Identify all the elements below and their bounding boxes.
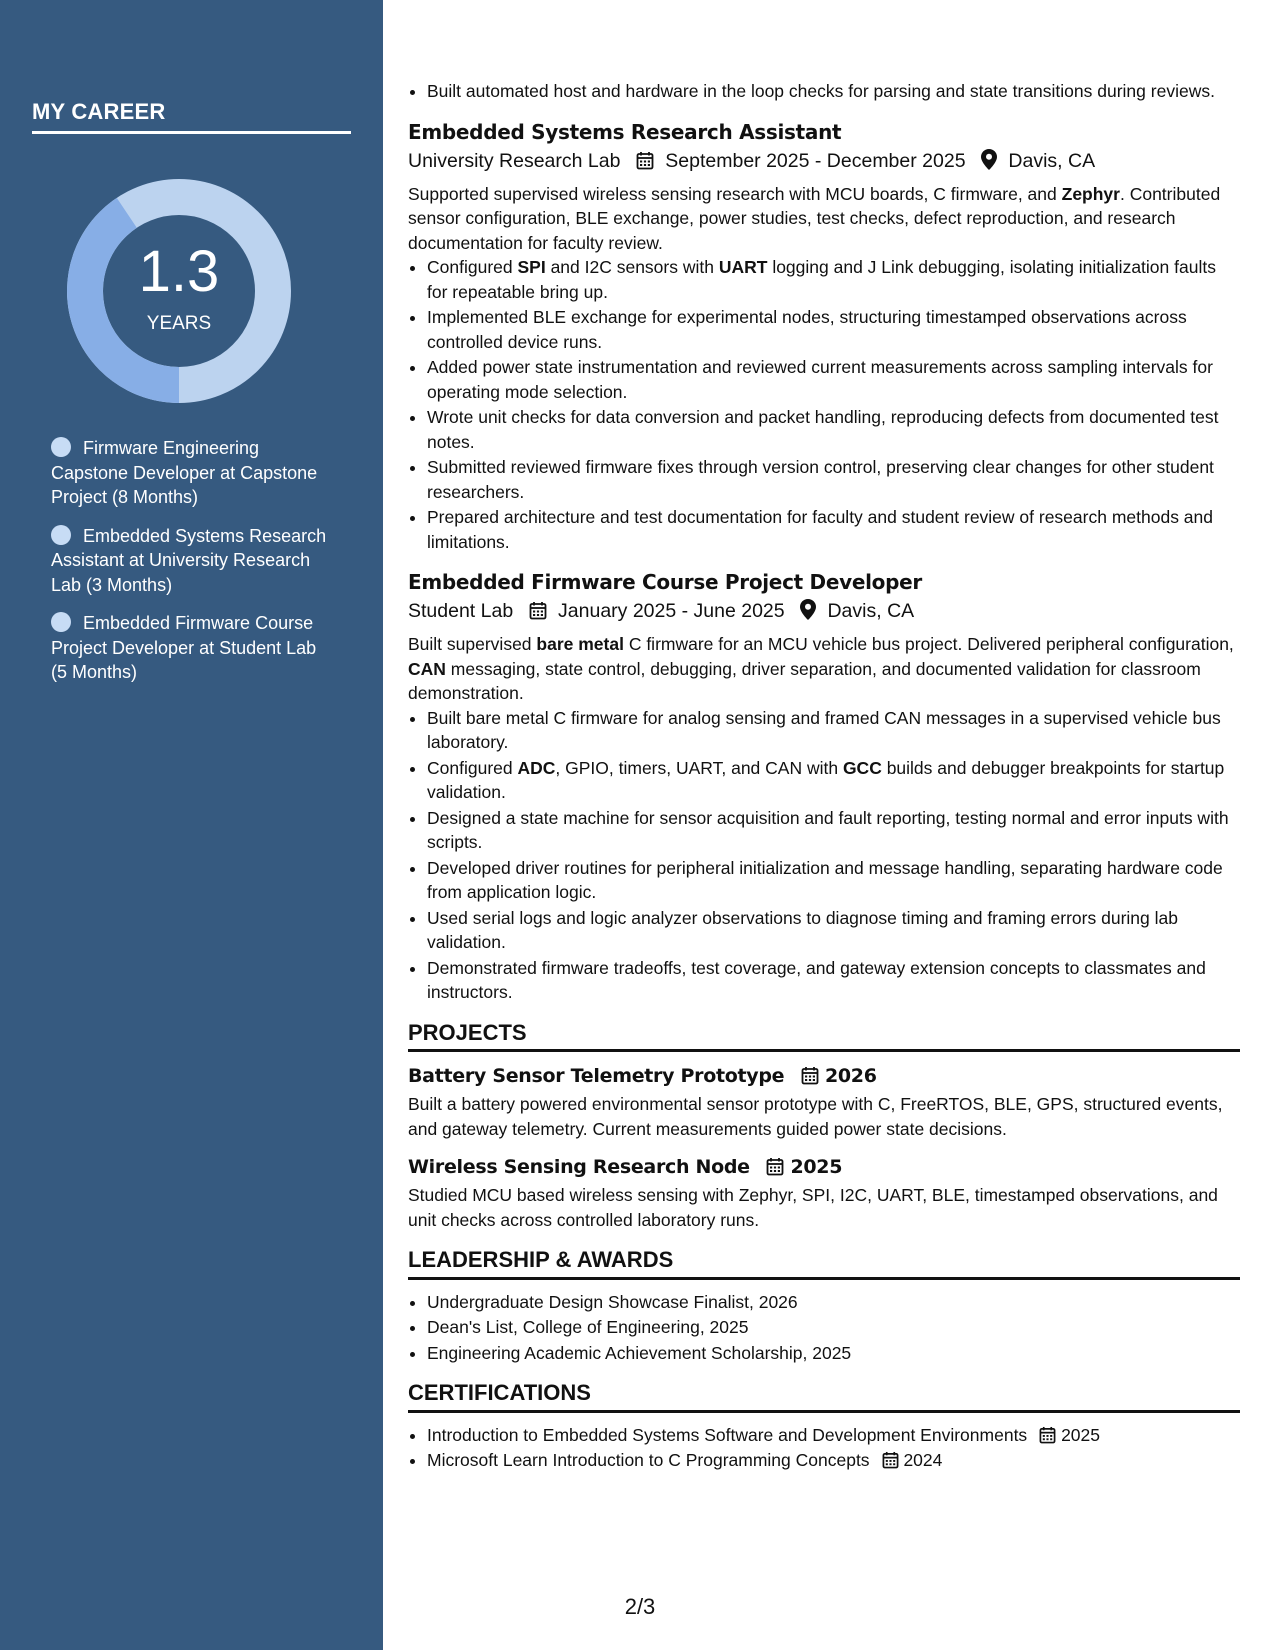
calendar-icon	[766, 1157, 784, 1176]
career-item	[51, 436, 331, 510]
calendar-icon	[529, 601, 547, 620]
job-entry	[408, 568, 1240, 1005]
total-years-label: YEARS	[146, 313, 212, 334]
job-location: Davis, CA	[827, 600, 915, 622]
job-dates: September 2025 - December 2025	[665, 149, 966, 172]
certification-year: 2024	[903, 1450, 943, 1470]
experience-bullet: • Submitted reviewed firmware fixes through version control, preserving clear changes for other student researchers.	[427, 455, 1240, 504]
experience-bullet: • Prepared architecture and test documentation for faculty and student review of research methods and limitations.	[427, 505, 1240, 554]
calendar-icon	[636, 151, 654, 170]
certification-name: Microsoft Learn Introduction to C Programming Concepts	[427, 1450, 870, 1470]
total-years-value: 1.3	[138, 239, 220, 304]
job-bullets	[408, 255, 1240, 554]
experience-bullet: • Built bare metal C firmware for analog sensing and framed CAN messages in a supervised vehicle bus laboratory.	[427, 706, 1240, 755]
project-title-row	[408, 1062, 1240, 1090]
job-meta	[408, 146, 1240, 176]
project-description: Studied MCU based wireless sensing with Zephyr, SPI, I2C, UART, BLE, timestamped observations, and unit checks across controlled laboratory runs.	[408, 1185, 1218, 1230]
experience-bullet: • Developed driver routines for peripheral initialization and message handling, separating hardware code from application logic.	[427, 856, 1240, 905]
job-bullets	[408, 706, 1240, 1005]
experience-bullet: • Built automated host and hardware in the loop checks for parsing and state transitions during reviews.	[427, 79, 1240, 104]
career-item-label: Embedded Systems Research Assistant at University Research Lab (3 Months)	[51, 525, 327, 595]
experience-bullet: • Configured SPI and I2C sensors with UART logging and J Link debugging, isolating initialization faults for repeatable bring up.	[427, 255, 1240, 304]
bullet-dot-icon	[51, 437, 71, 457]
leadership-list	[408, 1290, 1240, 1366]
certification-item	[427, 1448, 1240, 1473]
project-year: 2026	[824, 1065, 877, 1087]
experience-bullet: • Added power state instrumentation and reviewed current measurements across sampling intervals for operating mode selection.	[427, 355, 1240, 404]
job-title: Embedded Systems Research Assistant	[408, 119, 842, 144]
job-entry	[408, 118, 1240, 555]
career-item	[51, 524, 331, 598]
project-entry	[408, 1153, 1240, 1232]
leadership-heading: LEADERSHIP & AWARDS	[408, 1248, 1240, 1280]
certification-list	[408, 1423, 1240, 1473]
projects-heading: PROJECTS	[408, 1021, 1240, 1053]
career-timeline-list	[51, 436, 331, 699]
career-item-label: Firmware Engineering Capstone Developer at Capstone Project (8 Months)	[51, 438, 318, 507]
calendar-icon	[1039, 1426, 1056, 1444]
job-dates: January 2025 - June 2025	[558, 600, 785, 622]
experience-bullet: • Wrote unit checks for data conversion and packet handling, reproducing defects from documented test notes.	[427, 405, 1240, 454]
page-number: 2/3	[624, 1594, 656, 1619]
experience-bullet: • Implemented BLE exchange for experimental nodes, structuring timestamped observations across controlled device runs.	[427, 305, 1240, 354]
job-location: Davis, CA	[1008, 149, 1096, 172]
project-entry	[408, 1062, 1240, 1141]
sidebar-title: MY CAREER	[32, 99, 351, 134]
job-meta	[408, 596, 1240, 626]
award-item: • Dean's List, College of Engineering, 2025	[427, 1315, 1240, 1340]
job-org: University Research Lab	[408, 149, 621, 172]
calendar-icon	[882, 1451, 899, 1469]
resume-main-column	[408, 79, 1240, 1474]
project-title: Battery Sensor Telemetry Prototype	[408, 1065, 785, 1087]
certification-name: Introduction to Embedded Systems Software and Development Environments	[427, 1424, 1028, 1445]
job-title: Embedded Firmware Course Project Developer	[408, 570, 922, 594]
job-org: Student Lab	[408, 600, 514, 622]
award-item: • Undergraduate Design Showcase Finalist, 2026	[427, 1290, 1240, 1315]
carryover-bullet-list	[408, 79, 1240, 104]
project-title: Wireless Sensing Research Node	[408, 1156, 750, 1178]
career-sidebar	[0, 0, 383, 1650]
location-pin-icon	[981, 149, 997, 170]
project-title-row	[408, 1153, 1240, 1181]
experience-bullet: • Demonstrated firmware tradeoffs, test coverage, and gateway extension concepts to classmates and instructors.	[427, 956, 1240, 1005]
bullet-dot-icon	[51, 612, 71, 632]
certification-item	[427, 1423, 1240, 1448]
bullet-dot-icon	[51, 525, 71, 545]
job-summary: Built supervised bare metal C firmware for an MCU vehicle bus project. Delivered peripheral configuration, CAN messaging, state control, debugging, driver separation, and documented validation for classroom demonstration.	[408, 634, 1234, 703]
location-pin-icon	[800, 599, 816, 620]
certification-year: 2025	[1061, 1424, 1100, 1445]
experience-bullet: • Designed a state machine for sensor acquisition and fault reporting, testing normal and error inputs with scripts.	[427, 806, 1240, 855]
certifications-heading: CERTIFICATIONS	[408, 1381, 1240, 1413]
career-item-label: Embedded Firmware Course Project Developer at Student Lab (5 Months)	[51, 613, 317, 682]
job-summary: Supported supervised wireless sensing research with MCU boards, C firmware, and Zephyr. Contributed sensor configuration, BLE exchange, power studies, test checks, defect reproduction, and research documentation for faculty review.	[408, 183, 1221, 253]
calendar-icon	[801, 1066, 819, 1085]
award-item: • Engineering Academic Achievement Scholarship, 2025	[427, 1341, 1240, 1366]
project-year: 2025	[790, 1156, 843, 1178]
project-description: Built a battery powered environmental sensor prototype with C, FreeRTOS, BLE, GPS, structured events, and gateway telemetry. Current measurements guided power state decisions.	[408, 1094, 1223, 1139]
experience-bullet: • Used serial logs and logic analyzer observations to diagnose timing and framing errors during lab validation.	[427, 906, 1240, 955]
experience-bullet: • Configured ADC, GPIO, timers, UART, and CAN with GCC builds and debugger breakpoints for startup validation.	[427, 756, 1240, 805]
career-item	[51, 611, 331, 685]
